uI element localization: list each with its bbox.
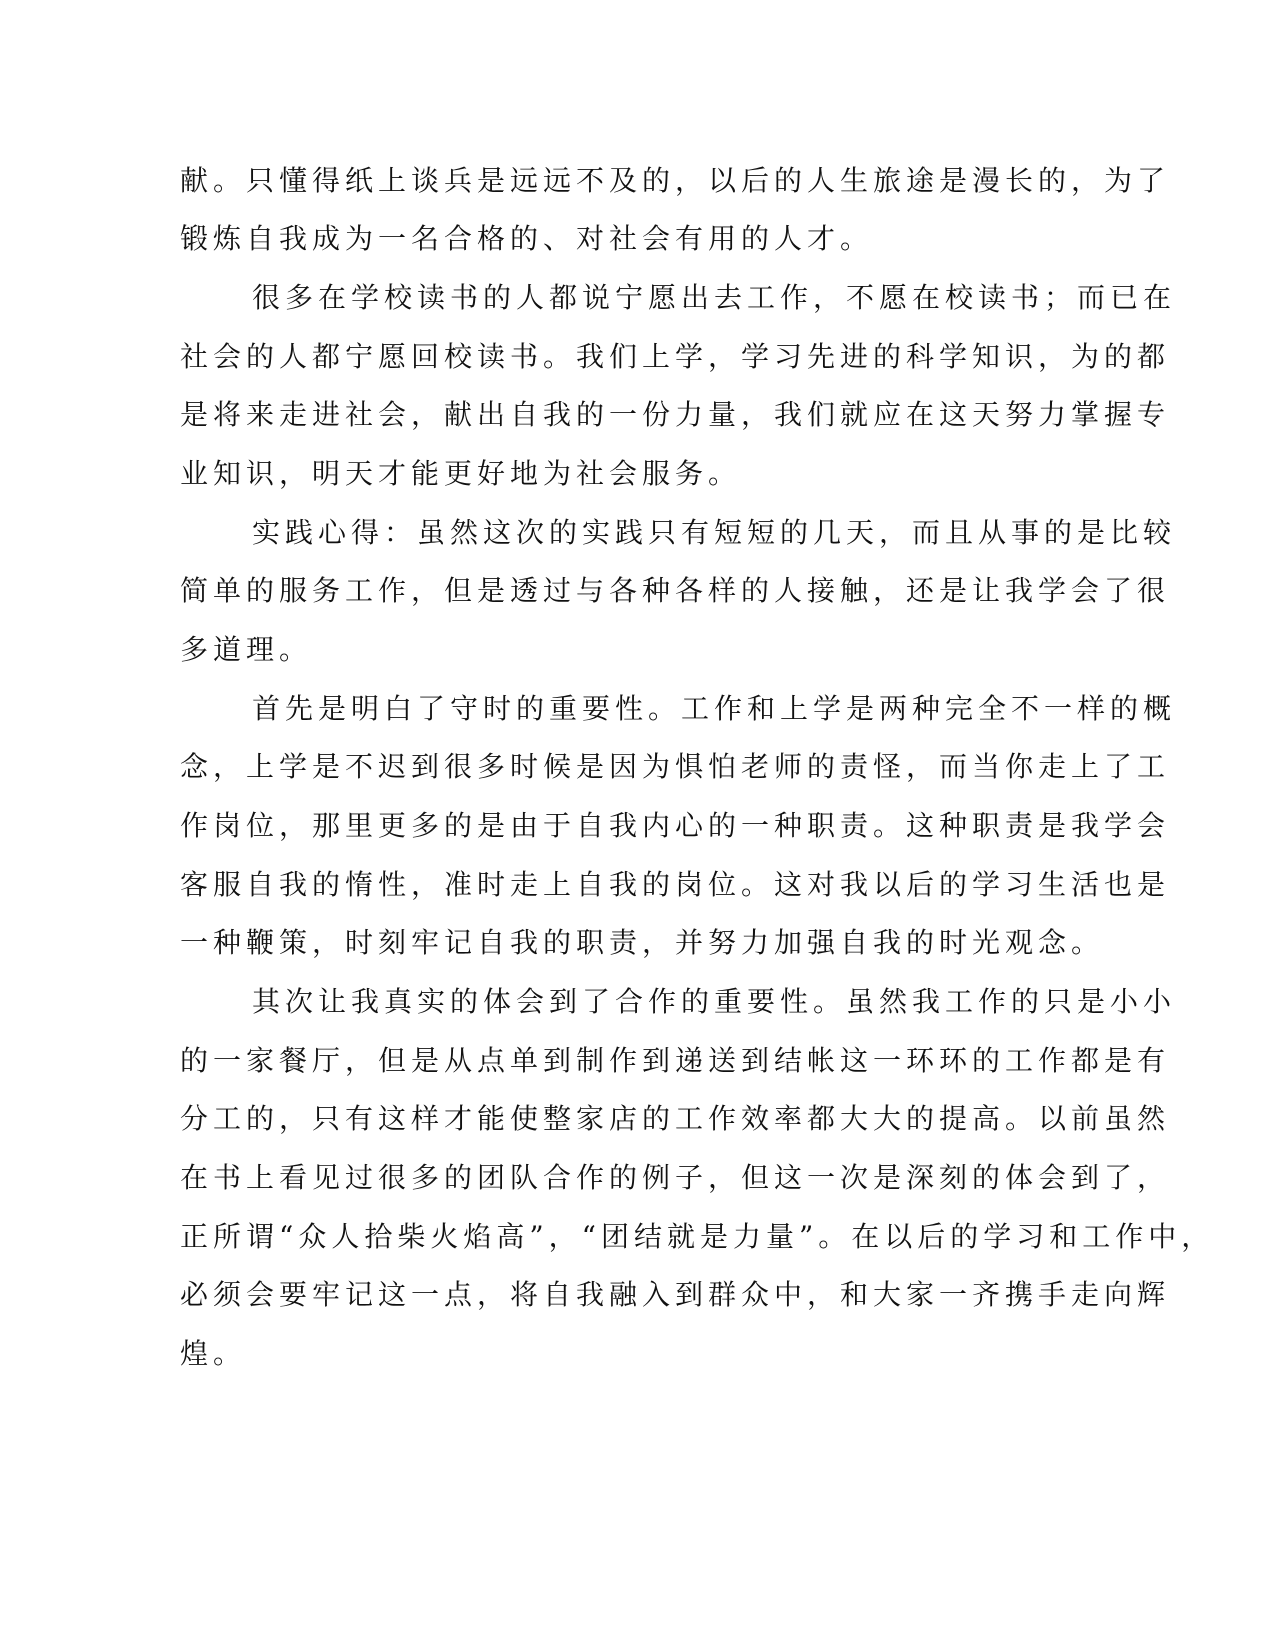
- text-line: 锻炼自我成为一名合格的、对社会有用的人才。: [180, 222, 874, 255]
- text-line: 社会的人都宁愿回校读书。我们上学，学习先进的科学知识，为的都: [180, 340, 1171, 373]
- text-line: 简单的服务工作，但是透过与各种各样的人接触，还是让我学会了很: [180, 574, 1171, 607]
- text-line: 的一家餐厅，但是从点单到制作到递送到结帐这一环环的工作都是有: [180, 1044, 1171, 1077]
- paragraph-first-line: 首先是明白了守时的重要性。工作和上学是两种完全不一样的概: [252, 692, 1177, 725]
- text-line: 献。只懂得纸上谈兵是远远不及的，以后的人生旅途是漫长的，为了: [180, 164, 1171, 197]
- text-line: 一种鞭策，时刻牢记自我的职责，并努力加强自我的时光观念。: [180, 926, 1105, 959]
- text-line: 多道理。: [180, 633, 313, 666]
- paragraph-first-line: 很多在学校读书的人都说宁愿出去工作，不愿在校读书；而已在: [252, 281, 1177, 314]
- text-line: 客服自我的惰性，准时走上自我的岗位。这对我以后的学习生活也是: [180, 868, 1171, 901]
- text-line: 正所谓“众人拾柴火焰高”，“团结就是力量”。在以后的学习和工作中，: [180, 1220, 1215, 1253]
- text-line: 在书上看见过很多的团队合作的例子，但这一次是深刻的体会到了，: [180, 1161, 1171, 1194]
- text-line: 是将来走进社会，献出自我的一份力量，我们就应在这天努力掌握专: [180, 398, 1171, 431]
- text-line: 分工的，只有这样才能使整家店的工作效率都大大的提高。以前虽然: [180, 1102, 1171, 1135]
- text-line: 念，上学是不迟到很多时候是因为惧怕老师的责怪，而当你走上了工: [180, 750, 1171, 783]
- paragraph-first-line: 实践心得：虽然这次的实践只有短短的几天，而且从事的是比较: [252, 516, 1177, 549]
- paragraph-first-line: 其次让我真实的体会到了合作的重要性。虽然我工作的只是小小: [252, 985, 1177, 1018]
- text-line: 必须会要牢记这一点，将自我融入到群众中，和大家一齐携手走向辉: [180, 1278, 1171, 1311]
- text-line: 煌。: [180, 1337, 247, 1370]
- text-line: 业知识，明天才能更好地为社会服务。: [180, 457, 742, 490]
- text-line: 作岗位，那里更多的是由于自我内心的一种职责。这种职责是我学会: [180, 809, 1171, 842]
